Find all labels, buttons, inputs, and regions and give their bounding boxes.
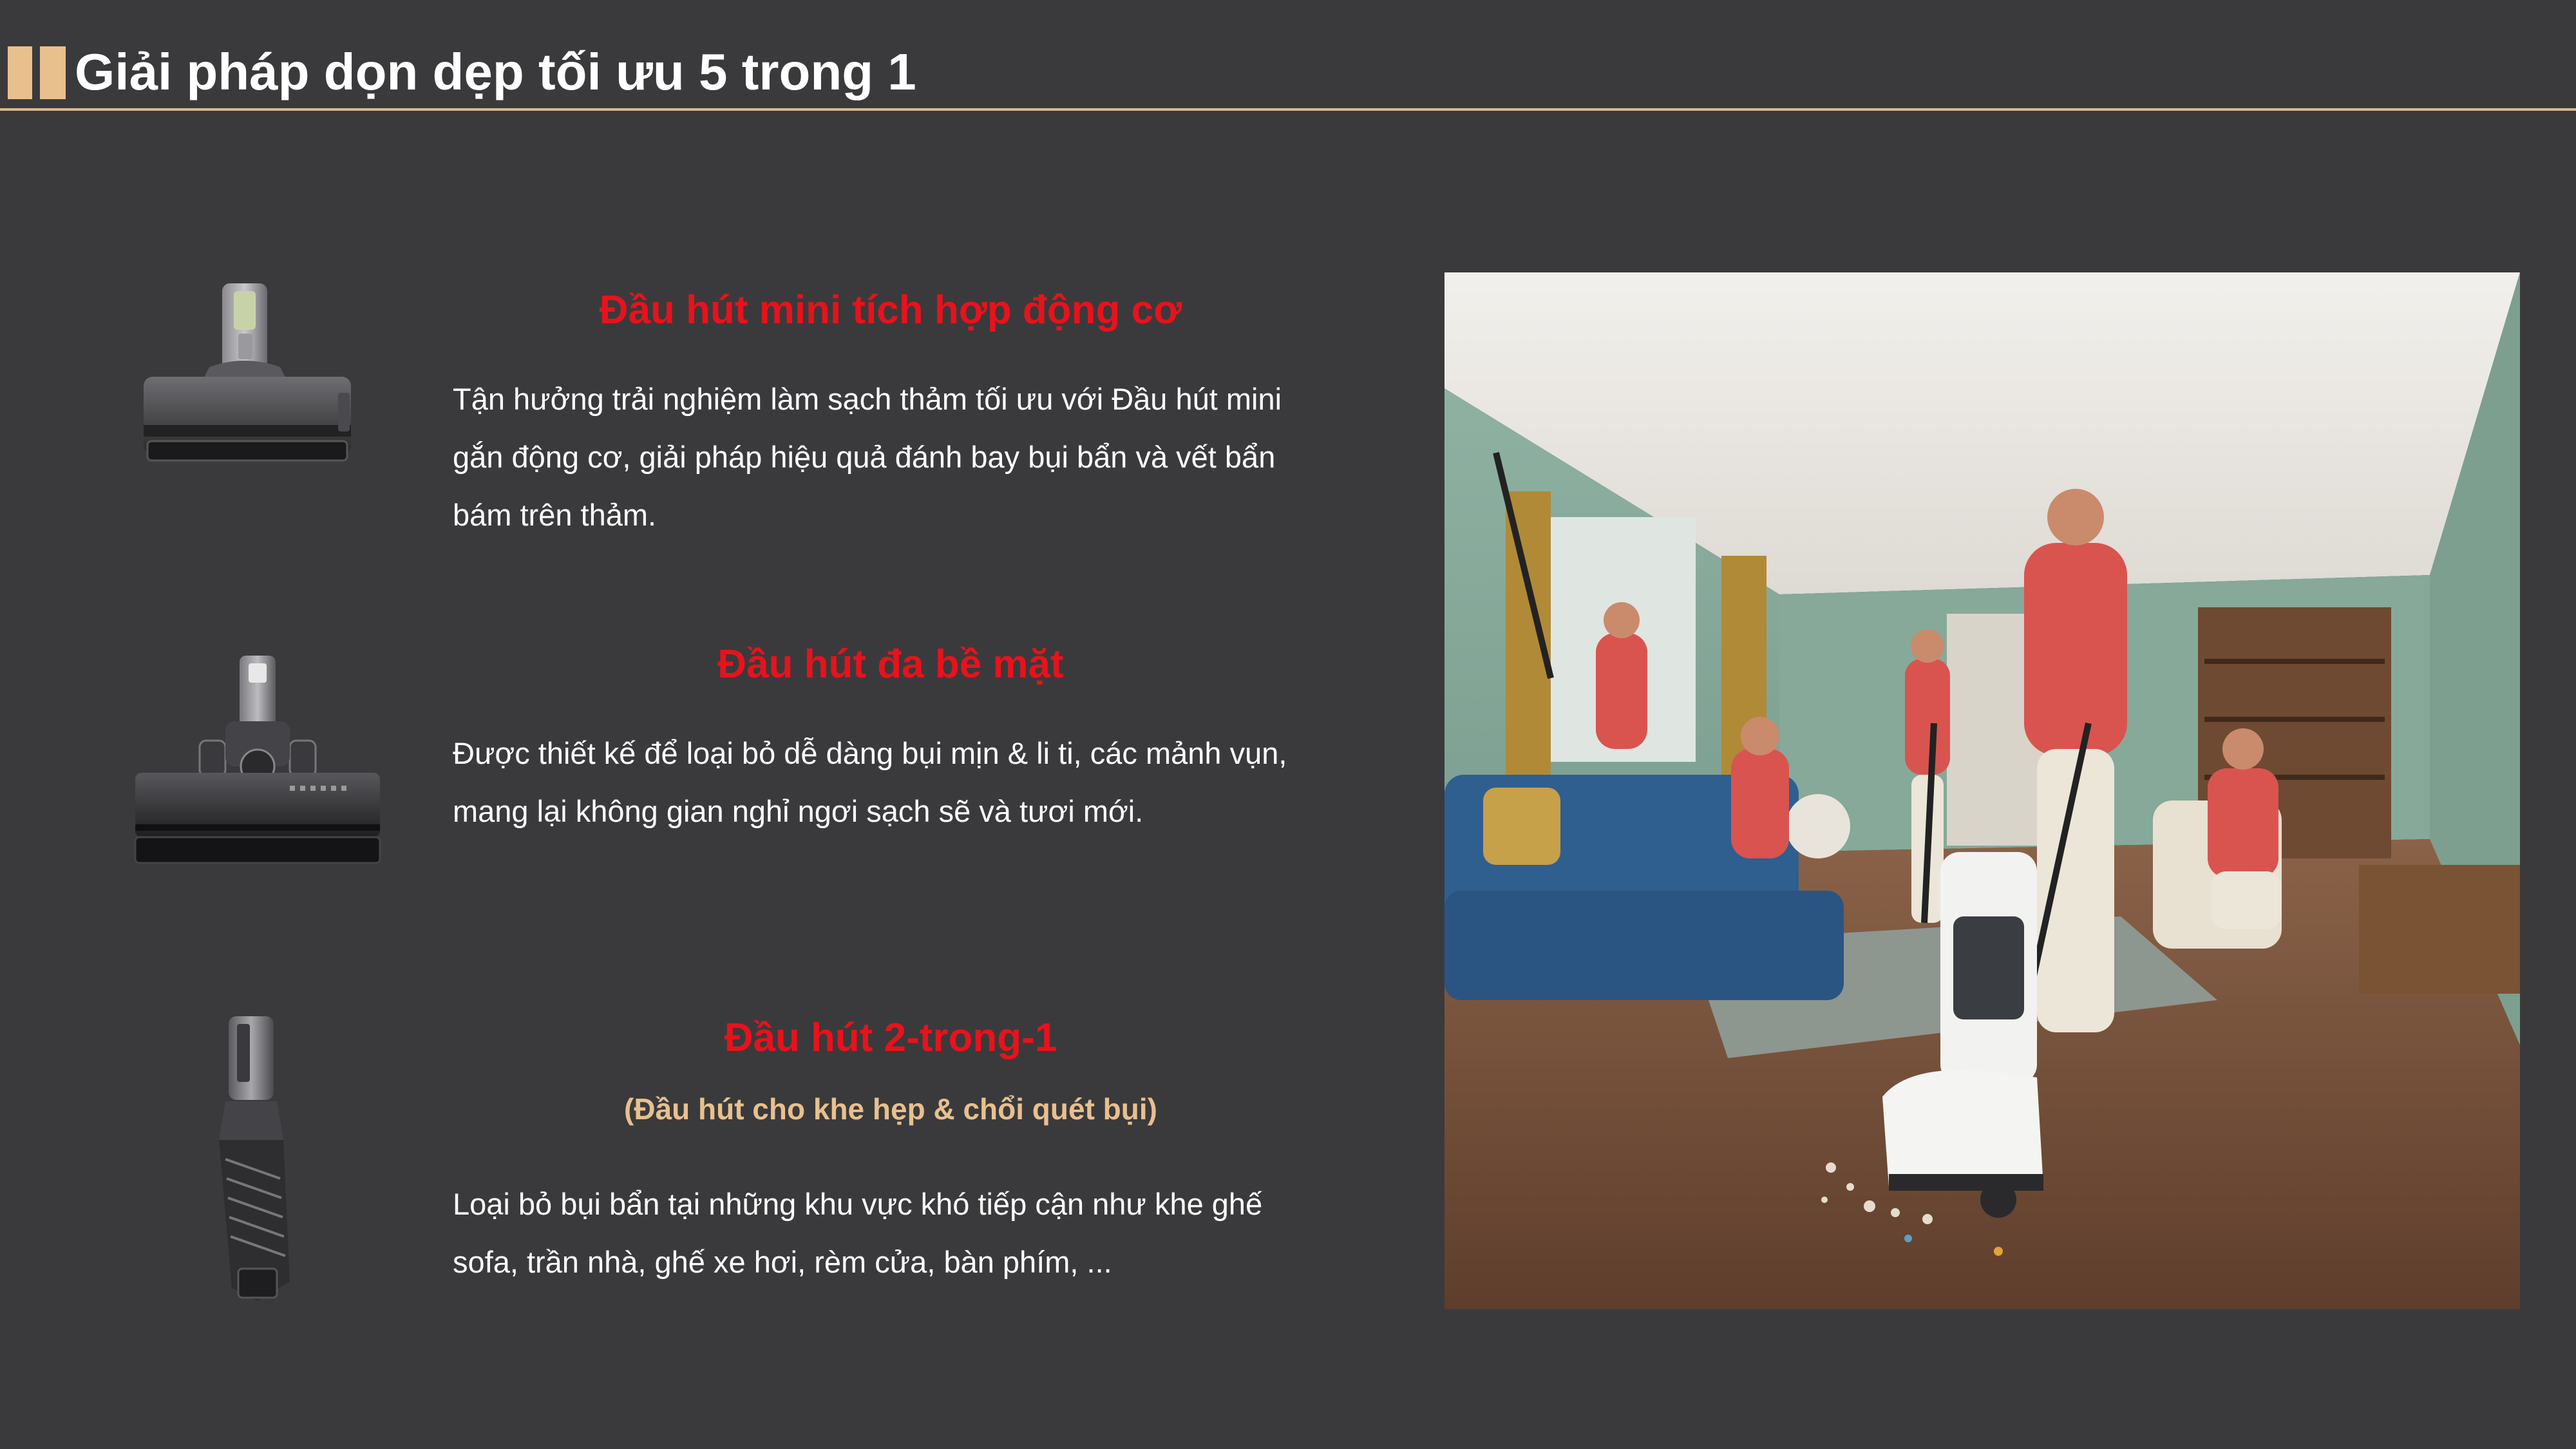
- feature-1-description: Tận hưởng trải nghiệm làm sạch thảm tối ưu với Đầu hút mini gắn động cơ, giải pháp hiệu quả đánh bay bụi bẩn và vết bẩn bám trên thảm.: [453, 382, 1282, 532]
- feature-2-title: Đầu hút đa bề mặt: [717, 642, 1064, 687]
- page-title: Giải pháp dọn dẹp tối ưu 5 trong 1: [75, 43, 916, 100]
- feature-2-description: Được thiết kế để loại bỏ dễ dàng bụi mịn & li ti, các mảnh vụn, mang lại không gian nghỉ ngơi sạch sẽ và tươi mới.: [453, 736, 1287, 828]
- living-room-scene-image: [1444, 272, 2520, 1309]
- feature-3-title: Đầu hút 2-trong-1: [724, 1016, 1057, 1060]
- page-header: [0, 0, 2576, 111]
- feature-3-description: Loại bỏ bụi bẩn tại những khu vực khó tiếp cận như khe ghế sofa, trần nhà, ghế xe hơi, rèm cửa, bàn phím, ...: [453, 1187, 1263, 1279]
- header-accent-bars-icon: [8, 46, 66, 99]
- crevice-brush-tool-icon: [193, 1011, 309, 1307]
- multi-surface-head-icon: [129, 650, 386, 876]
- feature-3-subtitle: (Đầu hút cho khe hẹp & chổi quét bụi): [624, 1092, 1157, 1126]
- mini-motorized-brush-icon: [138, 277, 357, 509]
- feature-1-title: Đầu hút mini tích hợp động cơ: [599, 288, 1182, 332]
